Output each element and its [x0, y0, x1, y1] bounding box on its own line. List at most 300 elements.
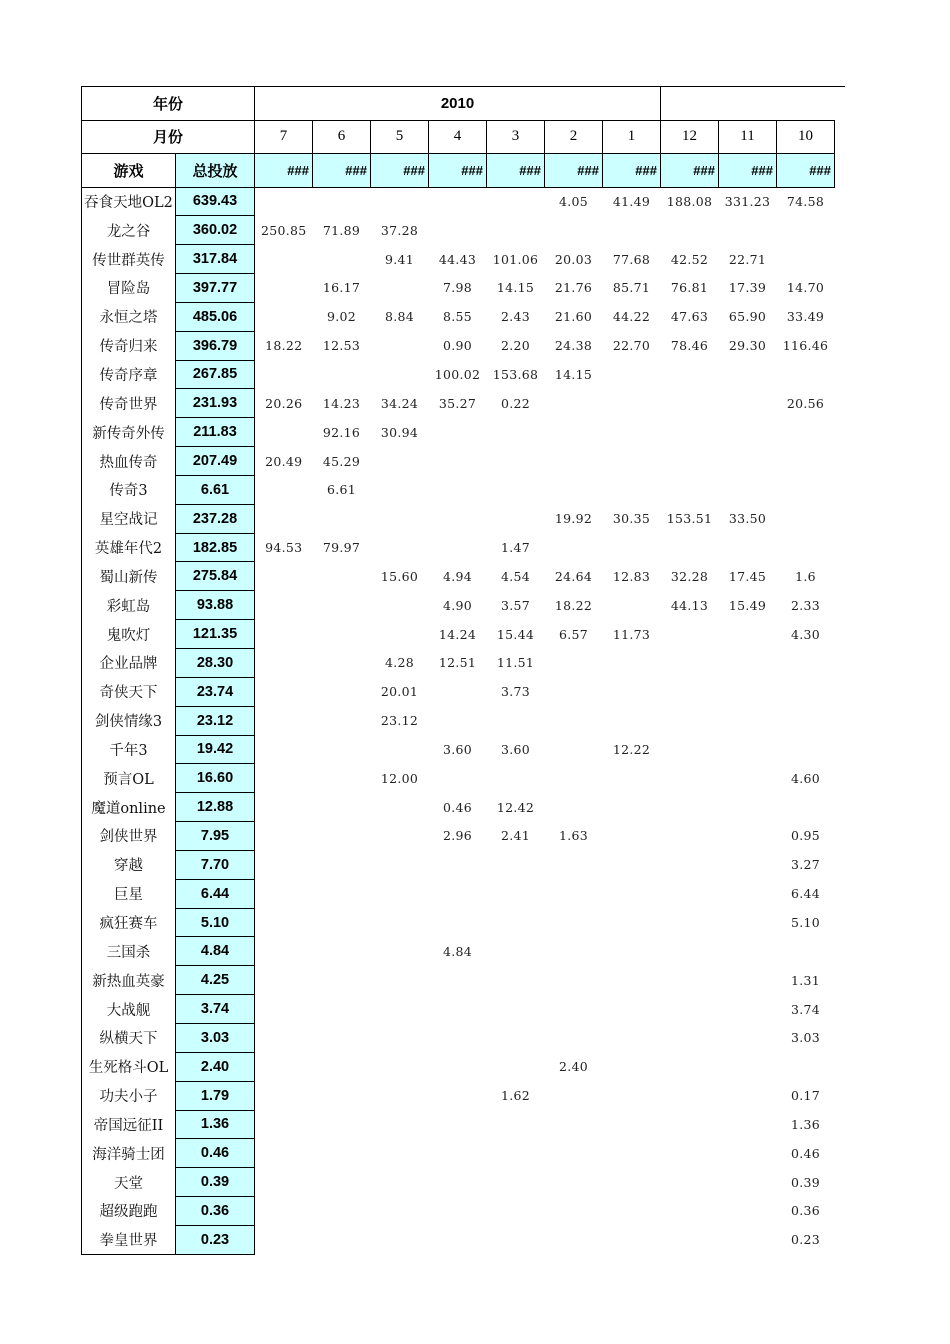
value-cell[interactable]	[371, 591, 429, 620]
game-name-cell[interactable]: 传奇3	[82, 475, 176, 504]
value-cell[interactable]: 20.03	[554, 251, 593, 267]
value-cell[interactable]	[371, 331, 429, 360]
value-cell[interactable]: 12.00	[380, 770, 419, 786]
value-cell[interactable]: 250.85	[260, 222, 307, 238]
value-cell[interactable]	[777, 677, 835, 706]
game-name-cell[interactable]: 纵横天下	[82, 1023, 176, 1052]
value-cell[interactable]	[719, 418, 777, 447]
value-cell[interactable]: 1.63	[558, 828, 589, 844]
value-cell[interactable]	[487, 908, 545, 937]
value-cell[interactable]	[313, 591, 371, 620]
value-cell[interactable]	[777, 360, 835, 389]
value-cell[interactable]: 18.22	[554, 597, 593, 613]
value-cell[interactable]	[719, 793, 777, 822]
game-name-cell[interactable]: 新热血英豪	[82, 966, 176, 995]
value-cell[interactable]	[545, 389, 603, 418]
game-name-cell[interactable]: 千年3	[82, 735, 176, 764]
value-cell[interactable]	[777, 475, 835, 504]
value-cell[interactable]	[371, 187, 429, 216]
value-cell[interactable]	[487, 447, 545, 476]
value-cell[interactable]	[487, 995, 545, 1024]
value-cell[interactable]: 2.43	[500, 309, 531, 325]
value-cell[interactable]	[661, 735, 719, 764]
game-name-cell[interactable]: 传世群英传	[82, 245, 176, 274]
value-cell[interactable]: 2.41	[500, 828, 531, 844]
value-cell[interactable]	[719, 908, 777, 937]
value-cell[interactable]	[777, 649, 835, 678]
value-cell[interactable]	[313, 677, 371, 706]
value-cell[interactable]: 0.17	[790, 1088, 821, 1104]
overflow-marker-cell[interactable]: ###	[545, 154, 603, 188]
value-cell[interactable]: 1.31	[790, 972, 821, 988]
value-cell[interactable]	[545, 966, 603, 995]
value-cell[interactable]	[371, 475, 429, 504]
value-cell[interactable]	[603, 216, 661, 245]
value-cell[interactable]: 0.39	[790, 1174, 821, 1190]
total-cell[interactable]: 0.46	[176, 1139, 255, 1168]
total-cell[interactable]: 19.42	[176, 735, 255, 764]
value-cell[interactable]: 153.68	[492, 366, 539, 382]
value-cell[interactable]	[371, 1081, 429, 1110]
value-cell[interactable]	[661, 475, 719, 504]
value-cell[interactable]: 3.73	[500, 684, 531, 700]
value-cell[interactable]	[603, 533, 661, 562]
value-cell[interactable]: 20.49	[265, 453, 303, 469]
value-cell[interactable]: 44.22	[612, 309, 651, 325]
value-cell[interactable]	[429, 677, 487, 706]
value-cell[interactable]	[603, 1110, 661, 1139]
value-cell[interactable]: 4.84	[442, 943, 473, 959]
game-name-cell[interactable]: 海洋骑士团	[82, 1139, 176, 1168]
value-cell[interactable]	[313, 1081, 371, 1110]
value-cell[interactable]	[255, 1052, 313, 1081]
value-cell[interactable]	[603, 793, 661, 822]
month-cell[interactable]: 10	[777, 120, 835, 154]
value-cell[interactable]	[661, 1052, 719, 1081]
value-cell[interactable]	[371, 533, 429, 562]
value-cell[interactable]: 100.02	[434, 366, 481, 382]
value-cell[interactable]: 44.13	[670, 597, 709, 613]
value-cell[interactable]	[371, 850, 429, 879]
value-cell[interactable]	[719, 677, 777, 706]
game-name-cell[interactable]: 剑侠情缘3	[82, 706, 176, 735]
value-cell[interactable]: 0.23	[790, 1232, 821, 1248]
value-cell[interactable]	[719, 620, 777, 649]
total-cell[interactable]: 0.39	[176, 1168, 255, 1197]
value-cell[interactable]: 0.95	[790, 828, 821, 844]
value-cell[interactable]	[777, 216, 835, 245]
value-cell[interactable]: 116.46	[782, 338, 829, 354]
value-cell[interactable]	[719, 1168, 777, 1197]
value-cell[interactable]	[719, 1023, 777, 1052]
value-cell[interactable]	[371, 447, 429, 476]
game-name-cell[interactable]: 传奇序章	[82, 360, 176, 389]
value-cell[interactable]	[487, 706, 545, 735]
value-cell[interactable]	[371, 793, 429, 822]
value-cell[interactable]: 6.57	[558, 626, 589, 642]
value-cell[interactable]	[255, 879, 313, 908]
value-cell[interactable]	[313, 706, 371, 735]
value-cell[interactable]	[603, 1023, 661, 1052]
value-cell[interactable]	[777, 533, 835, 562]
value-cell[interactable]: 4.30	[790, 626, 821, 642]
value-cell[interactable]	[255, 245, 313, 274]
game-name-cell[interactable]: 冒险岛	[82, 274, 176, 303]
value-cell[interactable]	[603, 677, 661, 706]
total-cell[interactable]: 207.49	[176, 447, 255, 476]
month-cell[interactable]: 2	[545, 120, 603, 154]
value-cell[interactable]	[603, 389, 661, 418]
value-cell[interactable]: 21.60	[554, 309, 593, 325]
value-cell[interactable]	[255, 187, 313, 216]
value-cell[interactable]	[603, 1225, 661, 1254]
total-cell[interactable]: 485.06	[176, 302, 255, 331]
value-cell[interactable]	[255, 793, 313, 822]
game-name-cell[interactable]: 巨星	[82, 879, 176, 908]
value-cell[interactable]	[429, 879, 487, 908]
value-cell[interactable]: 17.45	[728, 568, 767, 584]
value-cell[interactable]	[429, 1225, 487, 1254]
value-cell[interactable]	[313, 908, 371, 937]
game-name-cell[interactable]: 新传奇外传	[82, 418, 176, 447]
value-cell[interactable]	[719, 360, 777, 389]
value-cell[interactable]: 71.89	[322, 222, 361, 238]
value-cell[interactable]: 30.35	[612, 511, 651, 527]
value-cell[interactable]	[719, 937, 777, 966]
value-cell[interactable]: 24.64	[554, 568, 593, 584]
month-cell[interactable]: 1	[603, 120, 661, 154]
total-label-cell[interactable]: 总投放	[176, 154, 255, 188]
overflow-marker-cell[interactable]: ###	[777, 154, 835, 188]
value-cell[interactable]	[429, 475, 487, 504]
value-cell[interactable]: 19.92	[554, 511, 593, 527]
month-cell[interactable]: 3	[487, 120, 545, 154]
value-cell[interactable]	[545, 764, 603, 793]
value-cell[interactable]: 37.28	[380, 222, 419, 238]
overflow-marker-cell[interactable]: ###	[487, 154, 545, 188]
value-cell[interactable]	[545, 995, 603, 1024]
value-cell[interactable]	[487, 1197, 545, 1226]
game-name-cell[interactable]: 传奇世界	[82, 389, 176, 418]
value-cell[interactable]: 3.27	[790, 857, 821, 873]
value-cell[interactable]	[429, 216, 487, 245]
value-cell[interactable]	[313, 966, 371, 995]
game-name-cell[interactable]: 彩虹岛	[82, 591, 176, 620]
total-cell[interactable]: 639.43	[176, 187, 255, 216]
value-cell[interactable]	[313, 245, 371, 274]
value-cell[interactable]	[429, 1081, 487, 1110]
value-cell[interactable]	[719, 1110, 777, 1139]
value-cell[interactable]	[487, 1225, 545, 1254]
value-cell[interactable]	[371, 620, 429, 649]
value-cell[interactable]	[313, 1023, 371, 1052]
value-cell[interactable]: 41.49	[612, 194, 651, 210]
value-cell[interactable]	[777, 418, 835, 447]
game-name-cell[interactable]: 疯狂赛车	[82, 908, 176, 937]
value-cell[interactable]	[603, 995, 661, 1024]
total-cell[interactable]: 6.61	[176, 475, 255, 504]
overflow-marker-cell[interactable]: ###	[719, 154, 777, 188]
total-cell[interactable]: 16.60	[176, 764, 255, 793]
value-cell[interactable]: 15.60	[380, 568, 419, 584]
value-cell[interactable]	[429, 850, 487, 879]
value-cell[interactable]: 5.10	[790, 915, 821, 931]
month-label-cell[interactable]: 月份	[82, 120, 255, 154]
value-cell[interactable]	[429, 1139, 487, 1168]
value-cell[interactable]	[603, 764, 661, 793]
value-cell[interactable]	[255, 360, 313, 389]
value-cell[interactable]	[371, 274, 429, 303]
value-cell[interactable]	[661, 1081, 719, 1110]
value-cell[interactable]	[429, 706, 487, 735]
value-cell[interactable]	[313, 937, 371, 966]
value-cell[interactable]	[661, 1168, 719, 1197]
value-cell[interactable]	[371, 1023, 429, 1052]
game-name-cell[interactable]: 鬼吹灯	[82, 620, 176, 649]
value-cell[interactable]	[313, 504, 371, 533]
value-cell[interactable]: 65.90	[728, 309, 767, 325]
total-cell[interactable]: 23.74	[176, 677, 255, 706]
value-cell[interactable]	[719, 475, 777, 504]
value-cell[interactable]	[255, 1225, 313, 1254]
value-cell[interactable]	[603, 706, 661, 735]
value-cell[interactable]	[371, 1139, 429, 1168]
overflow-marker-cell[interactable]: ###	[661, 154, 719, 188]
value-cell[interactable]	[661, 1110, 719, 1139]
value-cell[interactable]: 4.54	[500, 568, 531, 584]
value-cell[interactable]: 22.70	[612, 338, 651, 354]
value-cell[interactable]	[545, 649, 603, 678]
total-cell[interactable]: 28.30	[176, 649, 255, 678]
value-cell[interactable]	[487, 1139, 545, 1168]
value-cell[interactable]	[719, 1225, 777, 1254]
value-cell[interactable]	[255, 822, 313, 851]
value-cell[interactable]	[719, 649, 777, 678]
value-cell[interactable]: 47.63	[670, 309, 709, 325]
overflow-marker-cell[interactable]: ###	[429, 154, 487, 188]
total-cell[interactable]: 7.95	[176, 822, 255, 851]
value-cell[interactable]	[313, 1052, 371, 1081]
value-cell[interactable]	[545, 418, 603, 447]
value-cell[interactable]	[487, 216, 545, 245]
value-cell[interactable]: 0.22	[500, 395, 531, 411]
value-cell[interactable]: 20.01	[380, 684, 419, 700]
value-cell[interactable]: 85.71	[612, 280, 651, 296]
value-cell[interactable]: 2.20	[500, 338, 531, 354]
value-cell[interactable]	[255, 1081, 313, 1110]
value-cell[interactable]	[429, 447, 487, 476]
value-cell[interactable]	[603, 908, 661, 937]
value-cell[interactable]: 6.44	[790, 886, 821, 902]
value-cell[interactable]	[487, 187, 545, 216]
value-cell[interactable]	[255, 475, 313, 504]
value-cell[interactable]	[429, 533, 487, 562]
value-cell[interactable]: 35.27	[438, 395, 477, 411]
value-cell[interactable]	[545, 706, 603, 735]
total-cell[interactable]: 7.70	[176, 850, 255, 879]
value-cell[interactable]	[777, 937, 835, 966]
value-cell[interactable]: 74.58	[786, 194, 825, 210]
value-cell[interactable]	[255, 620, 313, 649]
value-cell[interactable]	[661, 764, 719, 793]
game-name-cell[interactable]: 星空战记	[82, 504, 176, 533]
total-cell[interactable]: 231.93	[176, 389, 255, 418]
value-cell[interactable]	[255, 677, 313, 706]
value-cell[interactable]	[661, 995, 719, 1024]
value-cell[interactable]: 16.17	[322, 280, 361, 296]
value-cell[interactable]: 2.96	[442, 828, 473, 844]
value-cell[interactable]	[429, 995, 487, 1024]
value-cell[interactable]	[661, 1197, 719, 1226]
value-cell[interactable]	[313, 649, 371, 678]
value-cell[interactable]	[255, 1197, 313, 1226]
value-cell[interactable]: 4.60	[790, 770, 821, 786]
value-cell[interactable]	[313, 1110, 371, 1139]
value-cell[interactable]: 45.29	[322, 453, 361, 469]
value-cell[interactable]: 3.03	[790, 1030, 821, 1046]
value-cell[interactable]	[719, 764, 777, 793]
value-cell[interactable]	[603, 447, 661, 476]
value-cell[interactable]: 101.06	[492, 251, 539, 267]
value-cell[interactable]	[371, 1168, 429, 1197]
value-cell[interactable]: 4.94	[442, 568, 473, 584]
value-cell[interactable]	[777, 245, 835, 274]
game-name-cell[interactable]: 拳皇世界	[82, 1225, 176, 1254]
value-cell[interactable]	[545, 475, 603, 504]
total-cell[interactable]: 211.83	[176, 418, 255, 447]
value-cell[interactable]	[545, 677, 603, 706]
game-name-cell[interactable]: 蜀山新传	[82, 562, 176, 591]
value-cell[interactable]: 24.38	[554, 338, 593, 354]
value-cell[interactable]	[429, 908, 487, 937]
value-cell[interactable]	[313, 822, 371, 851]
game-name-cell[interactable]: 帝国远征II	[82, 1110, 176, 1139]
value-cell[interactable]: 0.46	[790, 1145, 821, 1161]
value-cell[interactable]	[487, 879, 545, 908]
value-cell[interactable]: 32.28	[670, 568, 709, 584]
value-cell[interactable]: 34.24	[380, 395, 419, 411]
value-cell[interactable]	[661, 793, 719, 822]
value-cell[interactable]	[313, 1197, 371, 1226]
value-cell[interactable]	[719, 389, 777, 418]
year-label-cell[interactable]: 年份	[82, 87, 255, 121]
value-cell[interactable]: 1.36	[790, 1116, 821, 1132]
value-cell[interactable]	[487, 1168, 545, 1197]
value-cell[interactable]: 79.97	[322, 540, 361, 556]
value-cell[interactable]	[429, 764, 487, 793]
value-cell[interactable]	[661, 533, 719, 562]
value-cell[interactable]	[255, 764, 313, 793]
value-cell[interactable]	[719, 822, 777, 851]
month-cell[interactable]: 4	[429, 120, 487, 154]
value-cell[interactable]	[429, 504, 487, 533]
value-cell[interactable]	[661, 966, 719, 995]
value-cell[interactable]: 14.24	[438, 626, 477, 642]
value-cell[interactable]	[719, 850, 777, 879]
value-cell[interactable]	[719, 879, 777, 908]
value-cell[interactable]: 77.68	[612, 251, 651, 267]
value-cell[interactable]	[603, 1052, 661, 1081]
value-cell[interactable]	[371, 1197, 429, 1226]
value-cell[interactable]	[255, 1139, 313, 1168]
value-cell[interactable]	[719, 1197, 777, 1226]
year-2010-cell[interactable]: 2010	[255, 87, 661, 121]
value-cell[interactable]	[661, 850, 719, 879]
value-cell[interactable]	[777, 706, 835, 735]
value-cell[interactable]	[371, 360, 429, 389]
value-cell[interactable]: 3.57	[500, 597, 531, 613]
value-cell[interactable]	[313, 562, 371, 591]
value-cell[interactable]	[777, 447, 835, 476]
value-cell[interactable]	[545, 879, 603, 908]
value-cell[interactable]: 14.15	[554, 366, 593, 382]
value-cell[interactable]: 9.02	[326, 309, 357, 325]
value-cell[interactable]: 4.05	[558, 194, 589, 210]
value-cell[interactable]: 23.12	[380, 713, 419, 729]
value-cell[interactable]: 11.73	[612, 626, 651, 642]
value-cell[interactable]	[603, 360, 661, 389]
value-cell[interactable]	[545, 793, 603, 822]
value-cell[interactable]	[603, 591, 661, 620]
value-cell[interactable]: 0.90	[442, 338, 473, 354]
overflow-marker-cell[interactable]: ###	[255, 154, 313, 188]
value-cell[interactable]	[661, 418, 719, 447]
value-cell[interactable]: 18.22	[265, 338, 303, 354]
game-name-cell[interactable]: 奇侠天下	[82, 677, 176, 706]
value-cell[interactable]	[487, 937, 545, 966]
value-cell[interactable]	[661, 1023, 719, 1052]
game-name-cell[interactable]: 热血传奇	[82, 447, 176, 476]
value-cell[interactable]: 8.84	[384, 309, 415, 325]
value-cell[interactable]: 20.26	[265, 395, 303, 411]
value-cell[interactable]: 14.70	[786, 280, 825, 296]
game-name-cell[interactable]: 预言OL	[82, 764, 176, 793]
value-cell[interactable]: 14.23	[322, 395, 361, 411]
value-cell[interactable]	[661, 677, 719, 706]
value-cell[interactable]	[661, 447, 719, 476]
value-cell[interactable]	[661, 908, 719, 937]
value-cell[interactable]	[255, 418, 313, 447]
value-cell[interactable]	[661, 1225, 719, 1254]
value-cell[interactable]	[313, 187, 371, 216]
game-name-cell[interactable]: 天堂	[82, 1168, 176, 1197]
value-cell[interactable]: 14.15	[496, 280, 535, 296]
value-cell[interactable]	[255, 1168, 313, 1197]
value-cell[interactable]	[371, 879, 429, 908]
value-cell[interactable]	[545, 937, 603, 966]
value-cell[interactable]: 153.51	[666, 511, 713, 527]
total-cell[interactable]: 5.10	[176, 908, 255, 937]
game-name-cell[interactable]: 三国杀	[82, 937, 176, 966]
value-cell[interactable]	[603, 418, 661, 447]
value-cell[interactable]: 7.98	[442, 280, 473, 296]
value-cell[interactable]	[719, 447, 777, 476]
value-cell[interactable]	[255, 908, 313, 937]
value-cell[interactable]	[487, 1023, 545, 1052]
value-cell[interactable]	[429, 418, 487, 447]
value-cell[interactable]	[545, 908, 603, 937]
total-cell[interactable]: 121.35	[176, 620, 255, 649]
value-cell[interactable]	[313, 360, 371, 389]
value-cell[interactable]	[313, 735, 371, 764]
value-cell[interactable]	[313, 995, 371, 1024]
value-cell[interactable]	[255, 504, 313, 533]
value-cell[interactable]	[371, 908, 429, 937]
game-label-cell[interactable]: 游戏	[82, 154, 176, 188]
value-cell[interactable]	[545, 1168, 603, 1197]
value-cell[interactable]	[429, 1052, 487, 1081]
value-cell[interactable]	[603, 649, 661, 678]
